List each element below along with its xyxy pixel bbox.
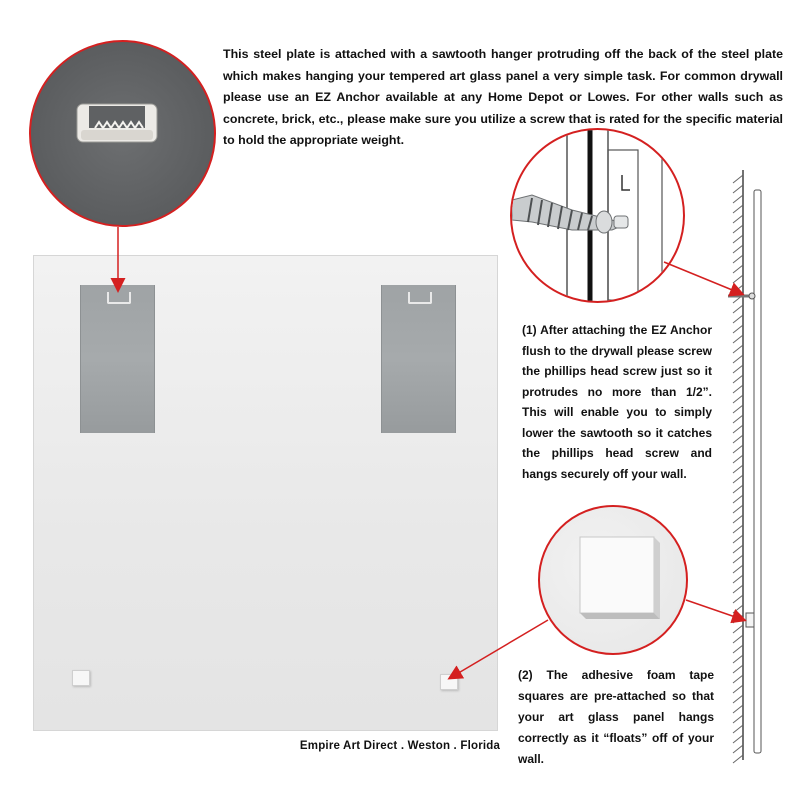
foam-side-callout-arrow: [686, 600, 744, 620]
footer-credit: Empire Art Direct . Weston . Florida: [299, 740, 501, 752]
intro-description: This steel plate is attached with a sawtooth hanger protruding off the back of the steel plate which makes hanging your tempered art glass panel a very simple task. For common drywall please use an EZ Anchor available at any Home Depot or Lowes. For other walls such as concrete, brick, etc., please make sure you utilize a screw that is rated for the specific material to hold the appropriate weight.: [223, 47, 783, 147]
anchor-callout-arrow: [664, 262, 742, 294]
step-1-instructions: (1) After attaching the EZ Anchor flush to the drywall please screw the phillips head screw just so it protrudes no more than 1/2”. This will enable you to simply lower the sawtooth so it catches the phillips head screw and hangs securely off your wall.: [522, 323, 712, 481]
step-2-instructions: (2) The adhesive foam tape squares are pre-attached so that your art glass panel hangs correctly as it “floats” off of your wall.: [518, 668, 714, 766]
